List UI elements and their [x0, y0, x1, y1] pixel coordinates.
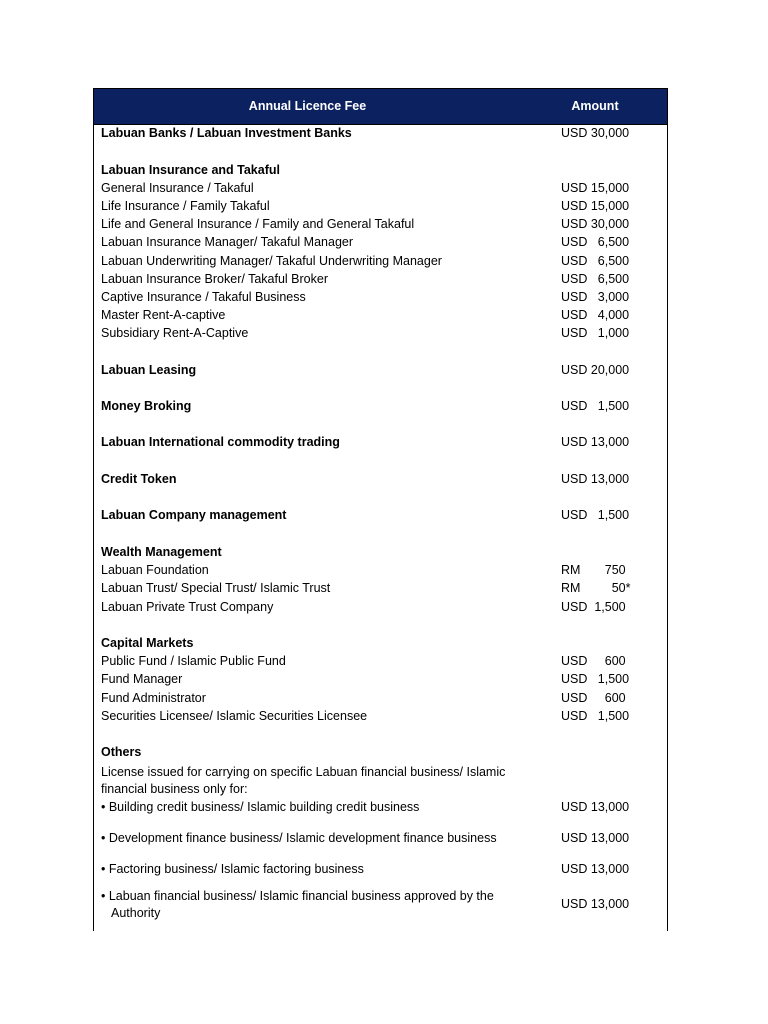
row-label: Wealth Management: [101, 545, 222, 559]
row-amount: USD 3,000: [561, 290, 630, 304]
row-amount: USD 13,000: [561, 800, 630, 814]
row-amount: USD 13,000: [561, 435, 630, 449]
row-label: • Factoring business/ Islamic factoring business: [101, 862, 364, 876]
row-label: Life Insurance / Family Takaful: [101, 199, 270, 213]
row-label: Labuan Private Trust Company: [101, 600, 274, 614]
row-amount: USD 15,000: [561, 199, 630, 213]
row-label: Captive Insurance / Takaful Business: [101, 290, 306, 304]
row-label: Labuan Underwriting Manager/ Takaful Underwriting Manager: [101, 254, 442, 268]
row-label: Capital Markets: [101, 636, 194, 650]
row-label: Money Broking: [101, 399, 192, 413]
row-label: Credit Token: [101, 472, 177, 486]
row-label: Subsidiary Rent-A-Captive: [101, 326, 249, 340]
row-label: Labuan Foundation: [101, 563, 209, 577]
row-amount: USD 600: [561, 691, 626, 705]
row-amount: USD 1,500: [561, 399, 630, 413]
licence-fee-table: [93, 88, 668, 931]
row-amount: USD 15,000: [561, 181, 630, 195]
row-amount: USD 30,000: [561, 217, 630, 231]
row-amount: USD 20,000: [561, 363, 630, 377]
row-label: General Insurance / Takaful: [101, 181, 254, 195]
row-amount: RM 750: [561, 563, 626, 577]
table-body: [94, 89, 667, 931]
row-label: Others: [101, 745, 142, 759]
row-label: License issued for carrying on specific Labuan financial business/ Islamic financial business only for:: [101, 765, 506, 796]
row-amount: RM 50*: [561, 581, 631, 595]
row-label: Labuan Insurance Manager/ Takaful Manager: [101, 235, 354, 249]
row-amount: USD 4,000: [561, 308, 630, 322]
row-amount: USD 1,500: [561, 508, 630, 522]
row-label: Master Rent-A-captive: [101, 308, 226, 322]
row-label: • Labuan financial business/ Islamic financial business approved by the Authority: [101, 889, 494, 920]
row-label: Fund Manager: [101, 672, 183, 686]
row-amount: USD 1,500: [561, 672, 630, 686]
row-label: Labuan Insurance Broker/ Takaful Broker: [101, 272, 328, 286]
row-amount: USD 13,000: [561, 897, 630, 911]
row-amount: USD 13,000: [561, 472, 630, 486]
row-label: Labuan Leasing: [101, 363, 197, 377]
row-label: • Building credit business/ Islamic building credit business: [101, 800, 420, 814]
row-amount: USD 6,500: [561, 235, 630, 249]
row-amount: USD 13,000: [561, 862, 630, 876]
row-label: Fund Administrator: [101, 691, 206, 705]
row-label: • Development finance business/ Islamic development finance business: [101, 831, 497, 845]
row-label: Securities Licensee/ Islamic Securities Licensee: [101, 709, 368, 723]
row-amount: USD 6,500: [561, 272, 630, 286]
row-amount: USD 1,000: [561, 326, 630, 340]
row-label: Life and General Insurance / Family and General Takaful: [101, 217, 415, 231]
row-label: Labuan Company management: [101, 508, 287, 522]
row-label: Labuan Trust/ Special Trust/ Islamic Trust: [101, 581, 331, 595]
row-amount: USD 1,500: [561, 709, 630, 723]
row-amount: USD 1,500: [561, 600, 626, 614]
row-label: Public Fund / Islamic Public Fund: [101, 654, 286, 668]
row-amount: USD 6,500: [561, 254, 630, 268]
row-label: Labuan Insurance and Takaful: [101, 163, 280, 177]
header-fee-column: Annual Licence Fee: [248, 99, 367, 113]
row-amount: USD 13,000: [561, 831, 630, 845]
row-label: Labuan Banks / Labuan Investment Banks: [101, 126, 352, 140]
row-amount: USD 600: [561, 654, 626, 668]
row-amount: USD 30,000: [561, 126, 630, 140]
row-label: Labuan International commodity trading: [101, 435, 340, 449]
header-amount-column: Amount: [571, 99, 619, 113]
